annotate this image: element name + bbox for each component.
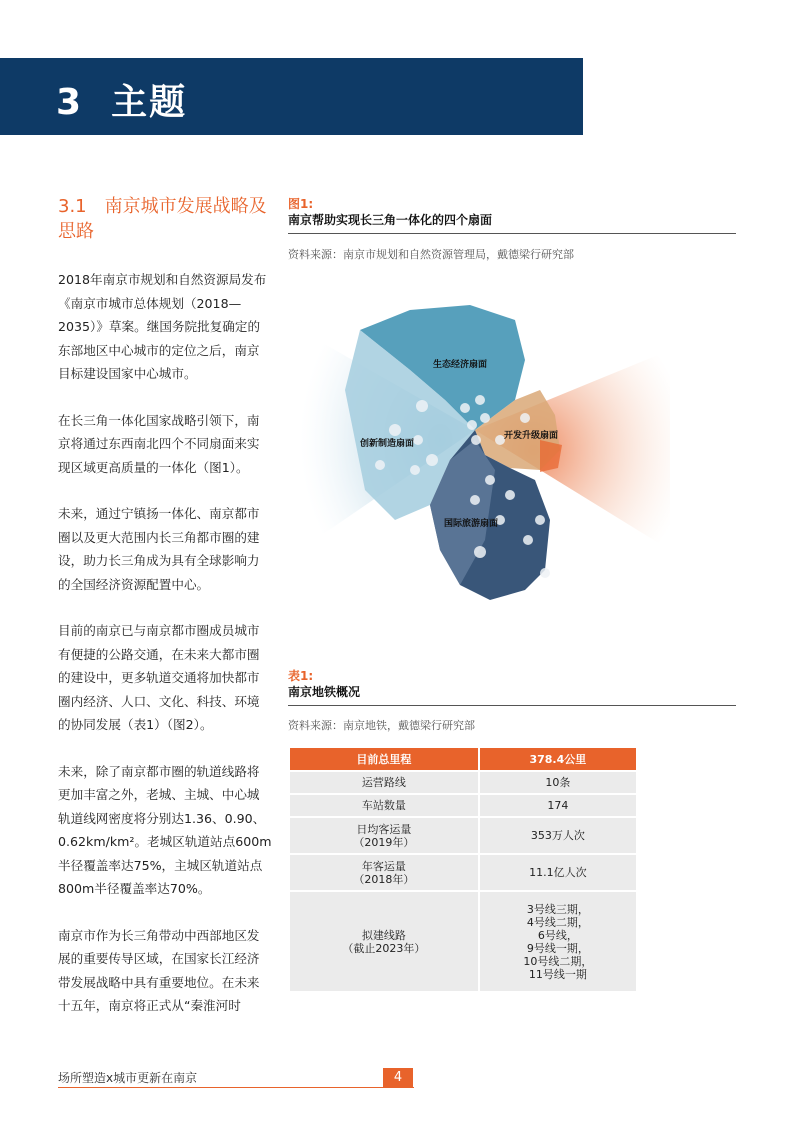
- figure-label: 图1:: [288, 197, 314, 211]
- table-row: [290, 771, 636, 794]
- chapter-title: [56, 74, 187, 125]
- table-label: 表1:: [288, 669, 314, 683]
- label-east: 开发升级扇面: [504, 431, 559, 441]
- row-label-line: （截止2023年）: [342, 941, 426, 955]
- chapter-number: 3: [56, 82, 84, 123]
- table-header-row: [290, 748, 636, 771]
- label-north: 生态经济扇面: [433, 360, 488, 370]
- table-header-cell: 378.4公里: [479, 748, 636, 771]
- footer-text: 场所塑造x城市更新在南京: [58, 1071, 198, 1085]
- footer-line: [58, 1087, 414, 1088]
- row-label: 车站数量: [290, 794, 479, 817]
- row-value: 11.1亿人次: [479, 854, 636, 891]
- figure-source: 资料来源：南京市规划和自然资源管理局，戴德梁行研究部: [288, 248, 574, 261]
- row-label-line: 年客运量: [361, 859, 406, 873]
- row-label-line: 拟建线路: [361, 928, 406, 942]
- section-title: 3.1 南京城市发展战略及思路: [58, 196, 267, 242]
- table-row: [290, 817, 636, 854]
- figure-title: 南京帮助实现长三角一体化的四个扇面: [288, 213, 493, 227]
- row-label: [290, 817, 479, 854]
- row-value: [479, 891, 636, 991]
- row-label: [290, 854, 479, 891]
- row-value: 10条: [479, 771, 636, 794]
- row-value: 174: [479, 794, 636, 817]
- fan-map: [300, 290, 670, 620]
- page-number: 4: [383, 1068, 413, 1088]
- table-title: 南京地铁概况: [288, 685, 361, 699]
- paragraph: 目前的南京已与南京都市圈成员城市有便捷的公路交通，在未来大都市圈的建设中，更多轨道交通将加快都市圈内经济、人口、文化、科技、环境的协同发展（表1）（图2）。: [58, 623, 260, 732]
- row-label: [290, 891, 479, 991]
- chapter-name: 主题: [111, 82, 188, 123]
- figure-divider: [288, 233, 736, 234]
- row-value: 353万人次: [479, 817, 636, 854]
- row-value-line: 4号线二期，: [526, 915, 589, 929]
- row-label-line: 日均客运量: [356, 822, 412, 836]
- table-header-cell: 目前总里程: [290, 748, 479, 771]
- table-row: [290, 794, 636, 817]
- table-divider: [288, 705, 736, 706]
- body-text: [58, 268, 272, 1041]
- paragraph: 2018年南京市规划和自然资源局发布《南京市城市总体规划（2018—2035）》草案。继国务院批复确定的东部地区中心城市的定位之后，南京目标建设国家中心城市。: [58, 272, 267, 381]
- table-row: [290, 891, 636, 991]
- row-value-line: 3号线三期，: [526, 902, 589, 916]
- fan-map-svg: [300, 290, 670, 620]
- row-label-line: （2018年）: [353, 872, 415, 886]
- paragraph: 在长三角一体化国家战略引领下，南京将通过东西南北四个不同扇面来实现区域更高质量的一体化（图1）。: [58, 412, 260, 475]
- label-west: 创新制造扇面: [360, 439, 415, 449]
- label-south: 国际旅游扇面: [444, 519, 499, 529]
- paragraph: 未来，通过宁镇扬一体化、南京都市圈以及更大范围内长三角都市圈的建设，助力长三角成为具有全球影响力的全国经济资源配置中心。: [58, 506, 260, 592]
- row-label: 运营路线: [290, 771, 479, 794]
- row-value-line: 6号线，: [537, 928, 578, 942]
- paragraph: 南京市作为长三角带动中西部地区发展的重要传导区域，在国家长江经济带发展战略中具有重要地位。在未来十五年，南京将正式从“秦淮河时: [58, 927, 260, 1013]
- row-value-line: 9号线一期，: [526, 941, 589, 955]
- row-value-line: 11号线一期: [528, 967, 587, 981]
- row-value-line: 10号线二期，: [523, 954, 593, 968]
- table-row: [290, 854, 636, 891]
- row-label-line: （2019年）: [353, 835, 415, 849]
- paragraph: 未来，除了南京都市圈的轨道线路将更加丰富之外，老城、主城、中心城轨道线网密度将分别达1.36、0.90、0.62km/km²。老城区轨道站点600m半径覆盖率达75%，主城区轨道站点800m半径覆盖率达70%。: [58, 763, 272, 896]
- table-source: 资料来源：南京地铁，戴德梁行研究部: [288, 719, 475, 732]
- metro-table: [290, 748, 636, 991]
